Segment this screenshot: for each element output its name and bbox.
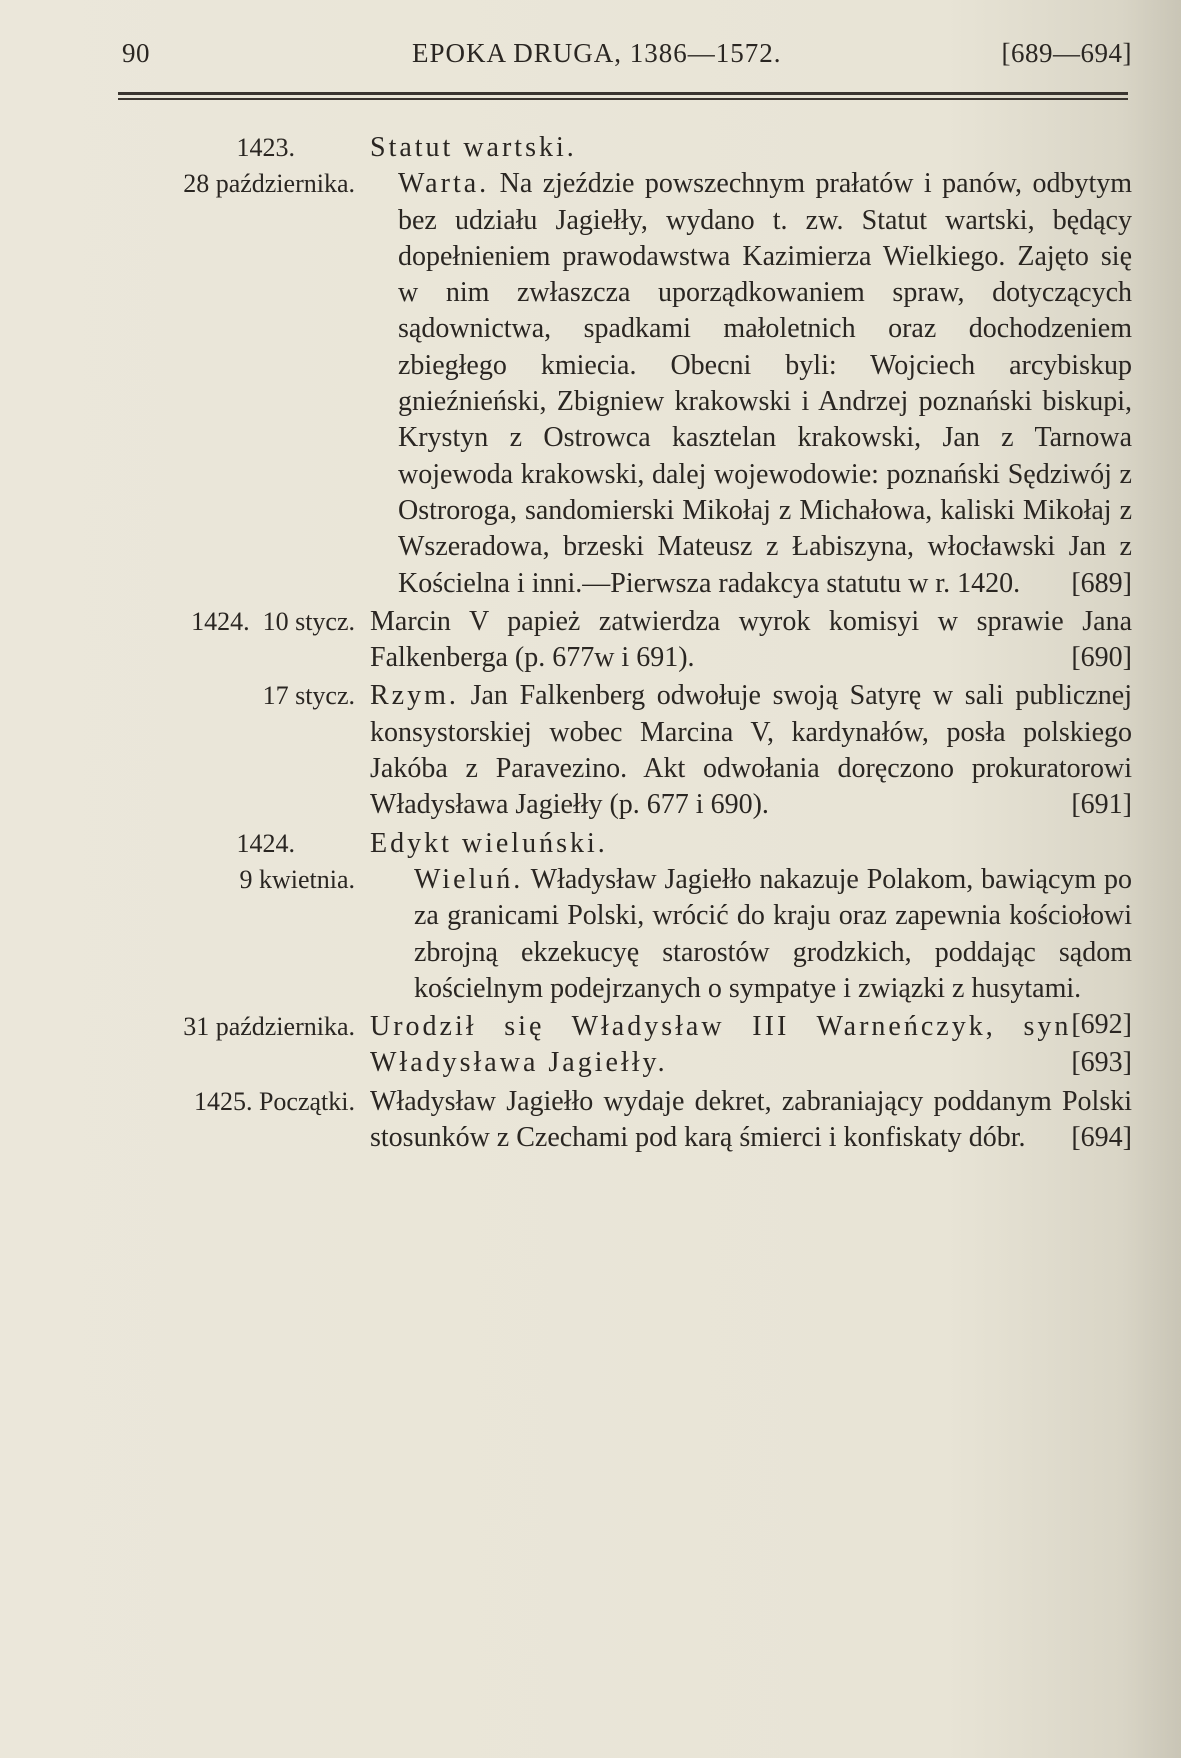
entry-693 [0,1009,1181,1082]
entry-text: Władysław Jagiełło nakazuje Polakom, bawiącym po za granicami Polski, wrócić do kraju oraz zapewnia kościołowi zbrojną ekzekucyę starostów grodzkich, poddając sądom kościelnym podejrzanych o sympatye i związki z husytami. [414,863,1132,1004]
entry-text: Jan Falkenberg odwołuje swoją Satyrę w sali publicznej konsystorskiej wobec Marcina V, kardynałów, posła polskiego Jakóba z Paravezino. Akt odwołania doręczono prokuratorowi Władysława Jagiełły (p. 677 i 690). [370,680,1132,821]
entry-text: Urodził się Władysław III Warneńczyk, syn Władysława Jagiełły. [370,1011,1072,1079]
entry-ref: [694] [1071,1122,1132,1154]
entry-body [370,678,1132,823]
entry-690 [0,604,1181,677]
entry-date [110,604,355,640]
header-rule-secondary [118,98,1128,100]
entry-ref: [692] [1071,1009,1132,1041]
running-header [122,38,1132,84]
entry-day: 1424. 10 stycz. [191,606,355,636]
entry-title: Edykt wieluński. [370,827,608,859]
entry-ref: [693] [1071,1047,1132,1079]
header-rule [118,92,1128,95]
entry-ref: [691] [1071,789,1132,821]
entry-place: Rzym. [370,680,459,712]
entry-date [110,1084,355,1120]
entry-date [110,130,355,202]
entry-body [370,826,1132,1041]
entry-day: 28 października. [183,169,355,198]
entry-text: Na zjeździe powszechnym prałatów i panów, odbytym bez udziału Jagiełły, wydano t. zw. Statut wartski, będący dopełnieniem prawodawstwa Kazimierza Wielkiego. Zajęto się w nim zwłaszcza uporządkowaniem spraw, dotyczących sądownictwa, spadkami małoletnich oraz dochodzeniem zbiegłego kmiecia. Obecni byli: Wojciech arcybiskup gnieźnieński, Zbigniew krakowski i Andrzej poznański biskupi, Krystyn z Ostrowca kasztelan krakowski, Jan z Tarnowa wojewoda krakowski, dalej wojewodowie: poznański Sędziwój z Ostroroga, sandomierski Mikołaj z Michałowa, kaliski Mikołaj z Wszeradowa, brzeski Mateusz z Łabiszyna, włocławski Jan z Kościelna i inni.—Pierwsza radakcya statutu w r. 1420. [398,168,1133,599]
entry-ref: [690] [1071,642,1132,674]
entry-day: 17 stycz. [262,681,355,711]
entry-689 [0,130,1181,602]
entry-date [110,678,355,714]
entry-body [370,604,1132,677]
chronicle-entries [0,130,1181,1156]
entry-date [110,1009,355,1045]
entry-ref: [689] [1071,567,1132,599]
entry-text-block [370,166,1132,602]
entry-place: Warta. [398,168,490,200]
page-number: 90 [122,38,150,68]
entry-place: Wieluń. [414,863,524,895]
entry-text: Marcin V papież zatwierdza wyrok komisyi w sprawie Jana Falkenberga (p. 677w i 691). [370,605,1132,674]
running-title: EPOKA DRUGA, 1386—1572. [412,38,782,68]
entry-691 [0,678,1181,823]
entry-body [370,130,1132,602]
entry-year: 1423. [236,133,295,162]
entry-day: 1425. Początki. [193,1086,355,1116]
entry-day: 31 października. [183,1012,355,1042]
entry-range: [689—694] [1001,38,1132,68]
entry-body [370,1009,1132,1082]
entry-text-block [370,862,1132,1041]
entry-date [110,826,355,898]
entry-text: Władysław Jagiełło wydaje dekret, zabraniający poddanym Polski stosunków z Czechami pod karą śmierci i konfiskaty dóbr. [370,1085,1132,1154]
entry-year: 1424. [236,828,295,858]
entry-day: 9 kwietnia. [239,864,355,894]
entry-title: Statut wartski. [370,132,577,163]
entry-body [370,1084,1132,1157]
entry-694 [0,1084,1181,1157]
